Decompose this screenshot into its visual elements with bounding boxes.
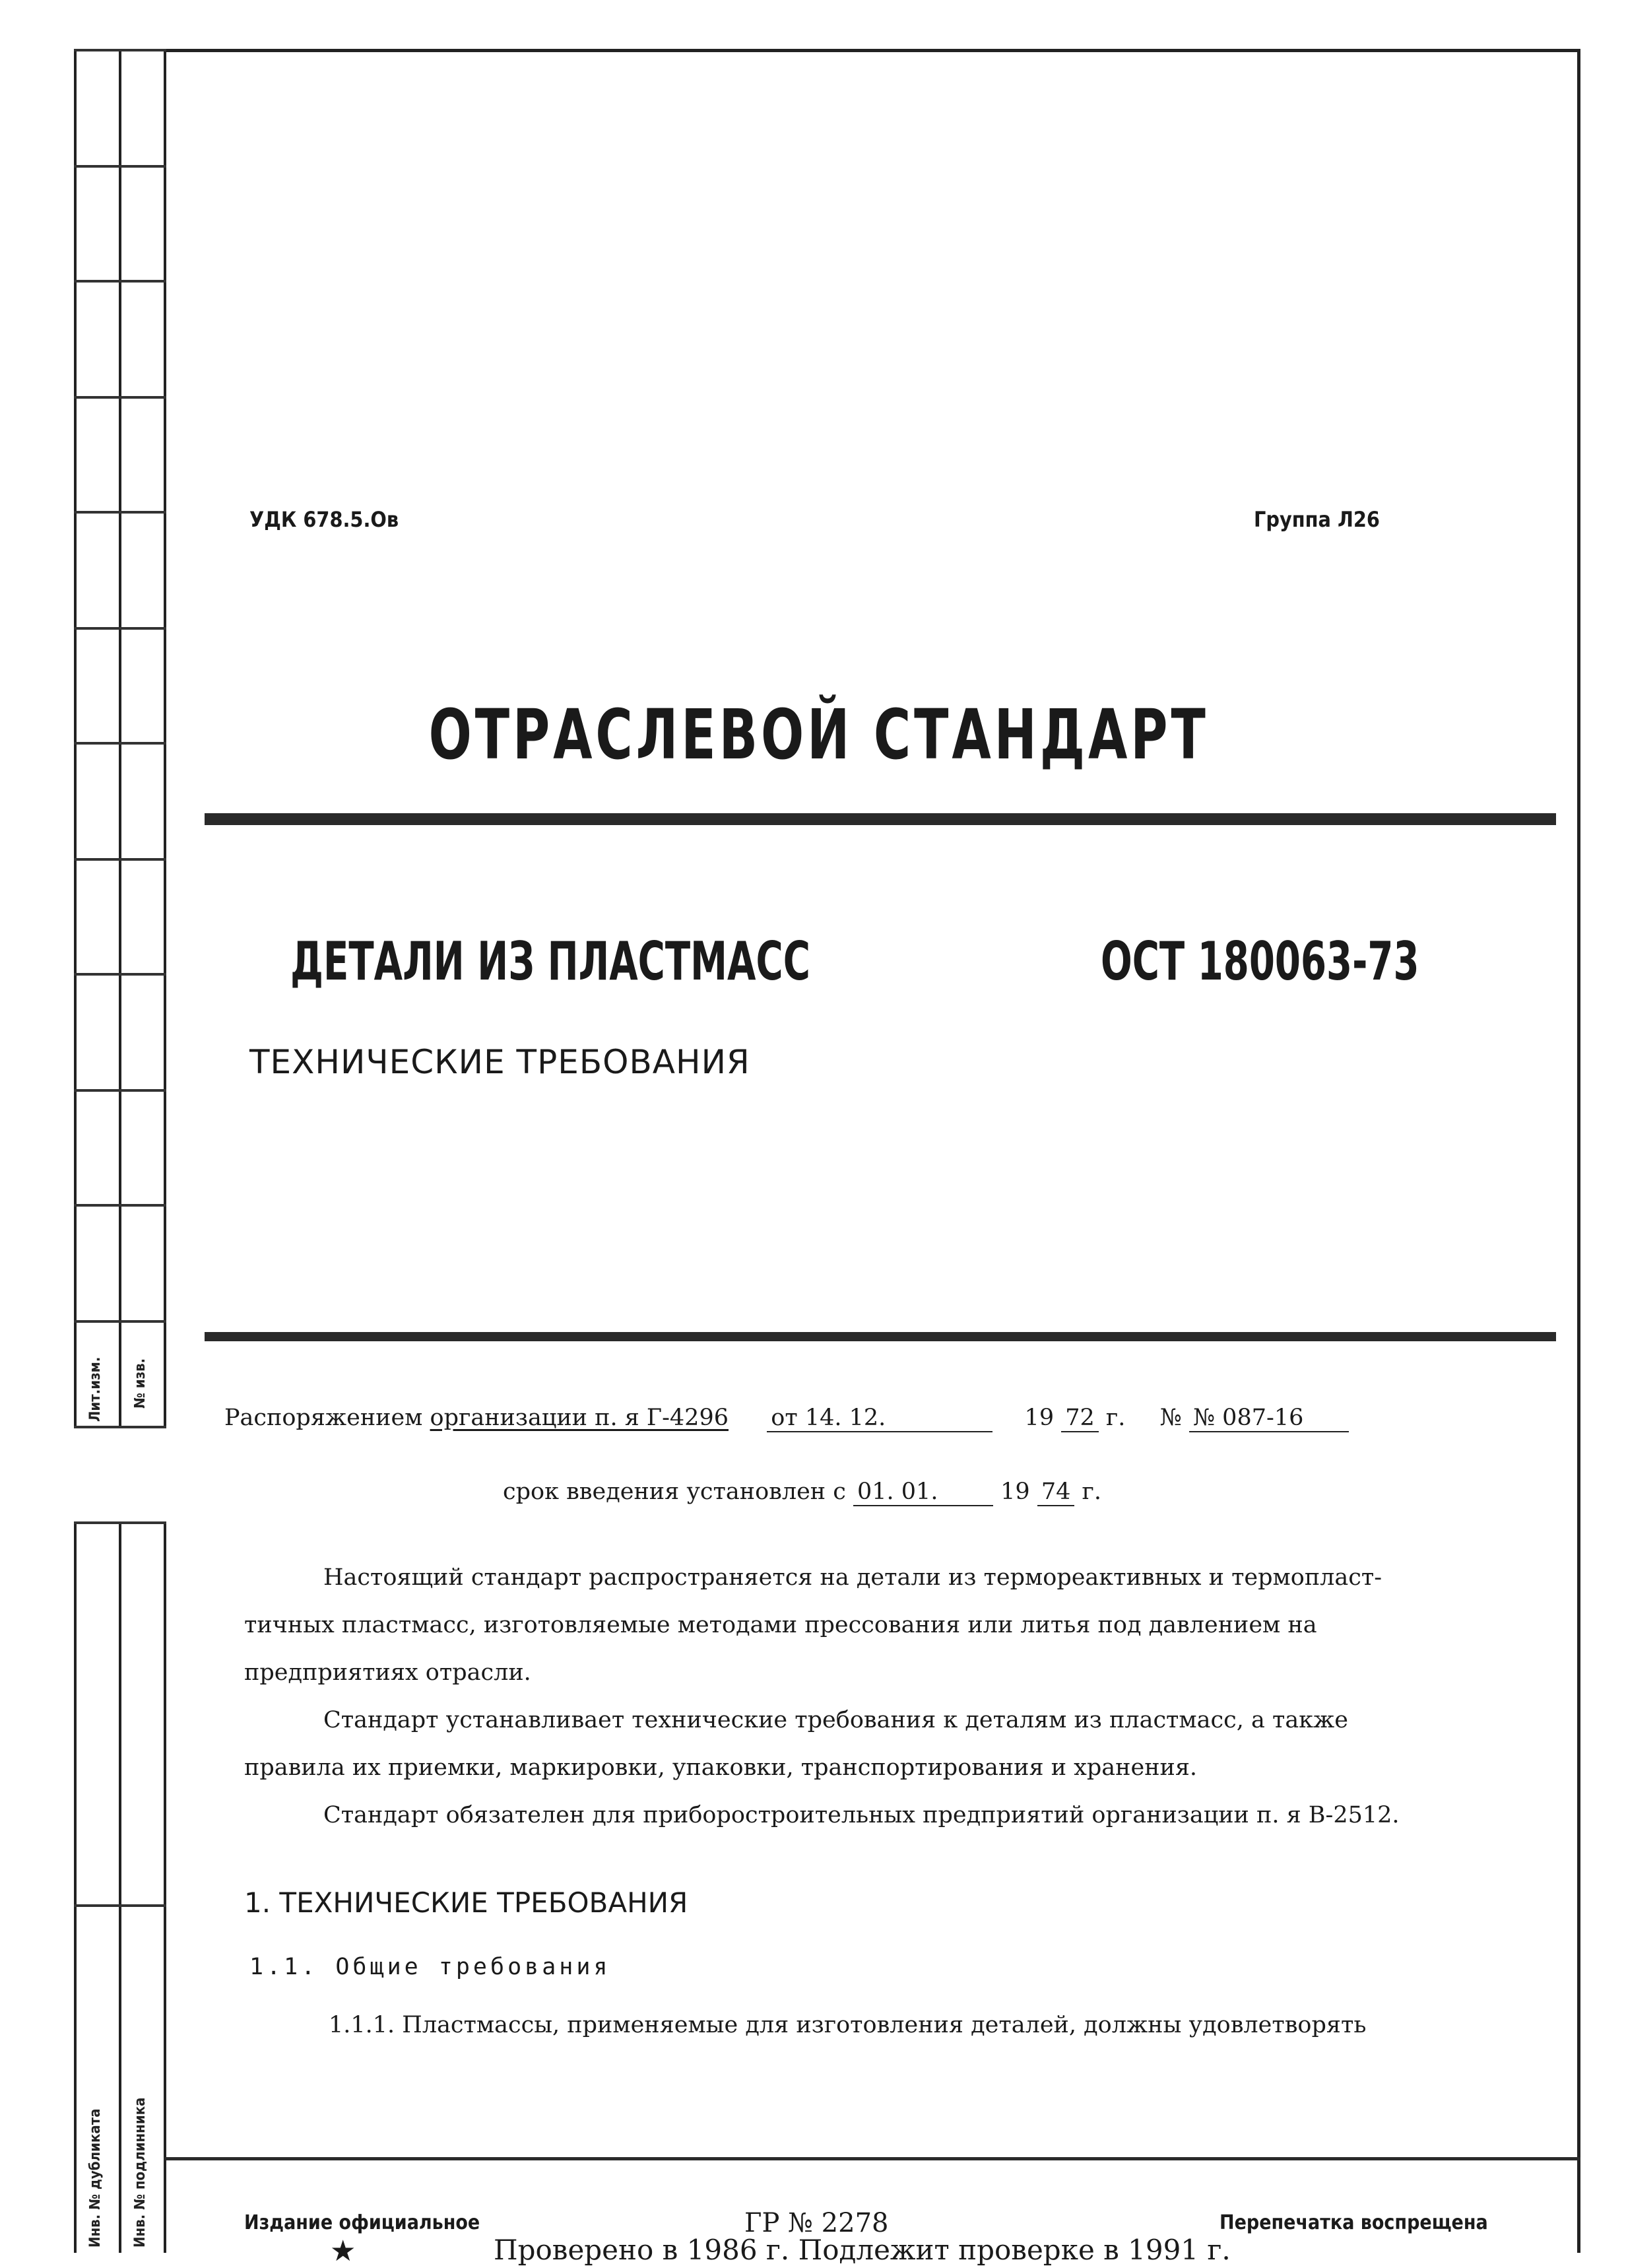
intro-label: срок введения установлен с (503, 1479, 846, 1505)
order-year: 72 (1061, 1405, 1099, 1432)
group-code: Группа Л26 (1254, 507, 1380, 532)
registration-number: ГР № 2278 (744, 2208, 889, 2238)
intro-date: 01. 01. (853, 1479, 993, 1506)
paragraph-line: правила их приемки, маркировки, упаковки, транспортирования и хранения. (244, 1754, 1198, 1781)
strip-row-line (74, 1426, 166, 1428)
review-note: Проверено в 1986 г. Подлежит проверке в 1991 г. (494, 2234, 1231, 2266)
strip-row-line (74, 165, 166, 168)
official-edition-label: Издание официальное (244, 2211, 480, 2234)
subsection-heading: 1.1. Общие требования (249, 1954, 611, 1980)
lit-izm-label: Лит.изм. (87, 1356, 104, 1422)
strip-row-line (74, 858, 166, 861)
no-izv-label: № изв. (132, 1358, 148, 1409)
order-number: № 087-16 (1189, 1405, 1349, 1432)
strip-row-line (74, 1320, 166, 1323)
order-year-suffix: г. (1105, 1405, 1126, 1431)
section-heading: 1. ТЕХНИЧЕСКИЕ ТРЕБОВАНИЯ (244, 1886, 688, 1919)
order-organization: организации п. я Г-4296 (430, 1405, 729, 1431)
star-icon: ★ (330, 2234, 356, 2268)
strip-border-left (74, 49, 77, 1428)
order-prefix: Распоряжением (224, 1405, 423, 1431)
strip-row-line (74, 511, 166, 514)
strip-divider (119, 49, 121, 1428)
strip-row-line (74, 1904, 166, 1907)
strip-row-line (74, 396, 166, 399)
order-date: от 14. 12. (767, 1405, 992, 1432)
strip-row-line (74, 1521, 166, 1524)
footer-rule (164, 2157, 1580, 2160)
order-line (224, 1405, 1349, 1432)
title-rule (205, 813, 1556, 825)
standard-number: ОСТ 180063-73 (1101, 931, 1419, 992)
document-subtitle: ТЕХНИЧЕСКИЕ ТРЕБОВАНИЯ (249, 1043, 750, 1081)
inv-dubl-label: Инв. № дубликата (87, 2108, 104, 2248)
intro-year: 74 (1037, 1479, 1075, 1506)
intro-year-suffix: г. (1082, 1479, 1101, 1505)
document-subject: ДЕТАЛИ ИЗ ПЛАСТМАСС (290, 931, 810, 992)
inv-podl-label: Инв. № подлинника (132, 2097, 148, 2248)
paragraph-line: тичных пластмасс, изготовляемые методами прессования или литья под давлением на (244, 1612, 1317, 1638)
strip-border-left (74, 1521, 77, 2253)
body-text (244, 1554, 1524, 1839)
reprint-notice: Перепечатка воспрещена (1220, 2211, 1488, 2234)
strip-row-line (74, 280, 166, 283)
paragraph-line: Стандарт обязателен для приборостроительных предприятий организации п. я В-2512. (323, 1802, 1400, 1828)
strip-row-line (74, 1204, 166, 1207)
paragraph-line: Настоящий стандарт распространяется на детали из термореактивных и термопласт- (323, 1564, 1382, 1591)
strip-row-line (74, 627, 166, 630)
page-frame (164, 49, 1580, 2253)
page-title: ОТРАСЛЕВОЙ СТАНДАРТ (428, 694, 1209, 775)
strip-row-line (74, 973, 166, 976)
order-number-label: № (1159, 1405, 1182, 1431)
paragraph-line: предприятиях отрасли. (244, 1659, 531, 1686)
header-bottom-rule (205, 1332, 1556, 1341)
clause-1-1-1: 1.1.1. Пластмассы, применяемые для изготовления деталей, должны удовлетворять (329, 2012, 1367, 2038)
paragraph-line: Стандарт устанавливает технические требования к деталям из пластмасс, а также (323, 1707, 1348, 1733)
udk-code: УДК 678.5.Ов (249, 507, 399, 532)
intro-year-prefix: 19 (1000, 1479, 1030, 1505)
order-year-prefix: 19 (1024, 1405, 1055, 1431)
inventory-strip (74, 1521, 166, 2253)
strip-border-right (164, 1521, 166, 2253)
strip-row-line (74, 49, 166, 51)
introduction-line (503, 1479, 1101, 1506)
strip-divider (119, 1521, 121, 2253)
strip-row-line (74, 1089, 166, 1092)
